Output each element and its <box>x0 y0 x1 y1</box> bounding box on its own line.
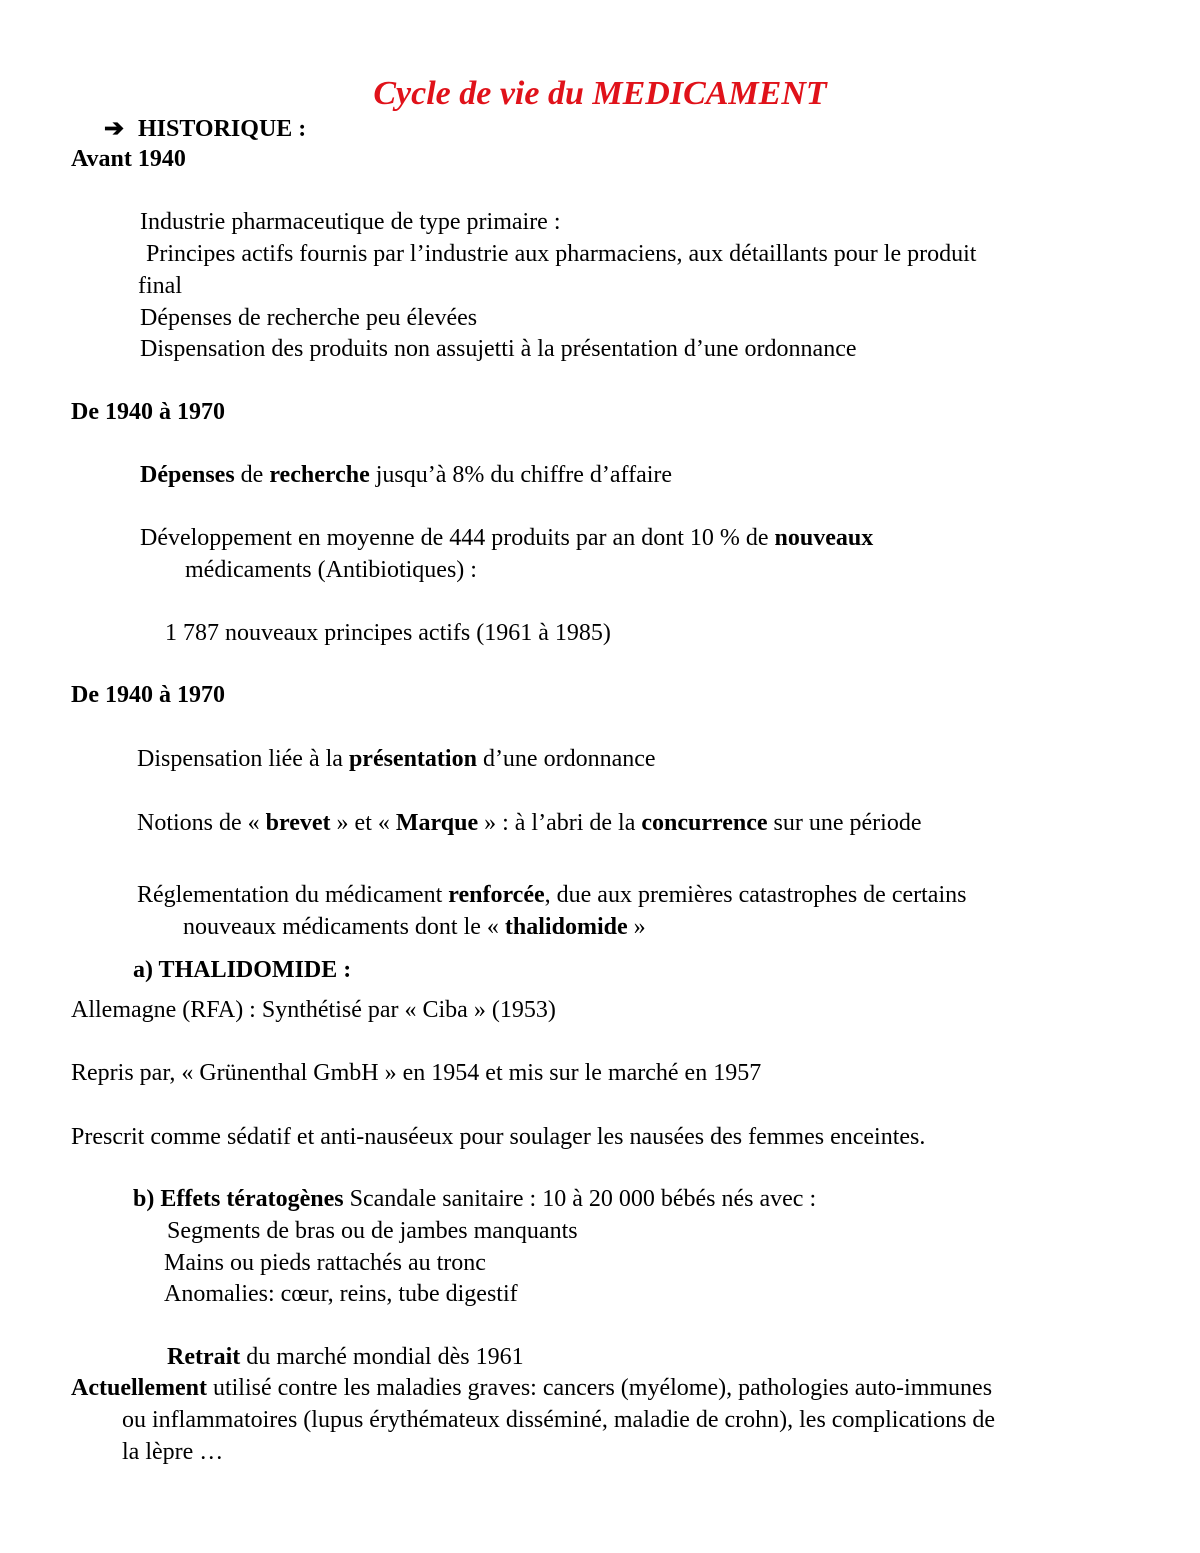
paragraph-line: ou inflammatoires (lupus érythémateux disséminé, maladie de crohn), les complications de <box>122 1407 996 1433</box>
paragraph-line: Dispensation des produits non assujetti à la présentation d’une ordonnance <box>140 336 857 362</box>
paragraph-line: final <box>138 273 182 299</box>
list-item: Anomalies: cœur, reins, tube digestif <box>164 1281 518 1307</box>
paragraph-line: Dépenses de recherche jusqu’à 8% du chiffre d’affaire <box>140 462 673 488</box>
section-heading-1940-1970: De 1940 à 1970 <box>71 682 225 708</box>
paragraph-line: Principes actifs fournis par l’industrie aux pharmaciens, aux détaillants pour le produit <box>146 241 977 267</box>
historique-heading: ➔ HISTORIQUE : <box>104 116 307 142</box>
paragraph-line: Repris par, « Grünenthal GmbH » en 1954 et mis sur le marché en 1957 <box>71 1060 762 1086</box>
subsection-heading-thalidomide: a) THALIDOMIDE : <box>133 957 352 983</box>
section-heading-1940-1970: De 1940 à 1970 <box>71 399 225 425</box>
paragraph-line: Prescrit comme sédatif et anti-nauséeux pour soulager les nausées des femmes enceintes. <box>71 1124 926 1150</box>
paragraph-line: Industrie pharmaceutique de type primaire : <box>140 209 561 235</box>
paragraph-line: la lèpre … <box>122 1439 224 1465</box>
paragraph-line: médicaments (Antibiotiques) : <box>185 557 477 583</box>
document-title: Cycle de vie du MEDICAMENT <box>373 75 827 112</box>
section-heading-avant-1940: Avant 1940 <box>71 146 186 172</box>
list-item: Mains ou pieds rattachés au tronc <box>164 1250 486 1276</box>
arrow-bullet-icon: ➔ <box>104 116 125 142</box>
paragraph-line: Développement en moyenne de 444 produits par an dont 10 % de nouveaux <box>140 525 874 551</box>
paragraph-line: Actuellement utilisé contre les maladies graves: cancers (myélome), pathologies auto-immunes <box>71 1375 993 1401</box>
subsection-heading-effets: b) Effets tératogènes Scandale sanitaire : 10 à 20 000 bébés nés avec : <box>133 1186 817 1212</box>
paragraph-line: Dispensation liée à la présentation d’une ordonnance <box>137 746 656 772</box>
list-item: Segments de bras ou de jambes manquants <box>167 1218 578 1244</box>
paragraph-line: Dépenses de recherche peu élevées <box>140 305 478 331</box>
paragraph-line: Réglementation du médicament renforcée, due aux premières catastrophes de certains <box>137 882 967 908</box>
paragraph-line: 1 787 nouveaux principes actifs (1961 à 1985) <box>165 620 611 646</box>
paragraph-line: Notions de « brevet » et « Marque » : à l’abri de la concurrence sur une période <box>137 810 922 836</box>
paragraph-line: nouveaux médicaments dont le « thalidomide » <box>183 914 646 940</box>
paragraph-line: Allemagne (RFA) : Synthétisé par « Ciba » (1953) <box>71 997 556 1023</box>
paragraph-line: Retrait du marché mondial dès 1961 <box>167 1344 524 1370</box>
